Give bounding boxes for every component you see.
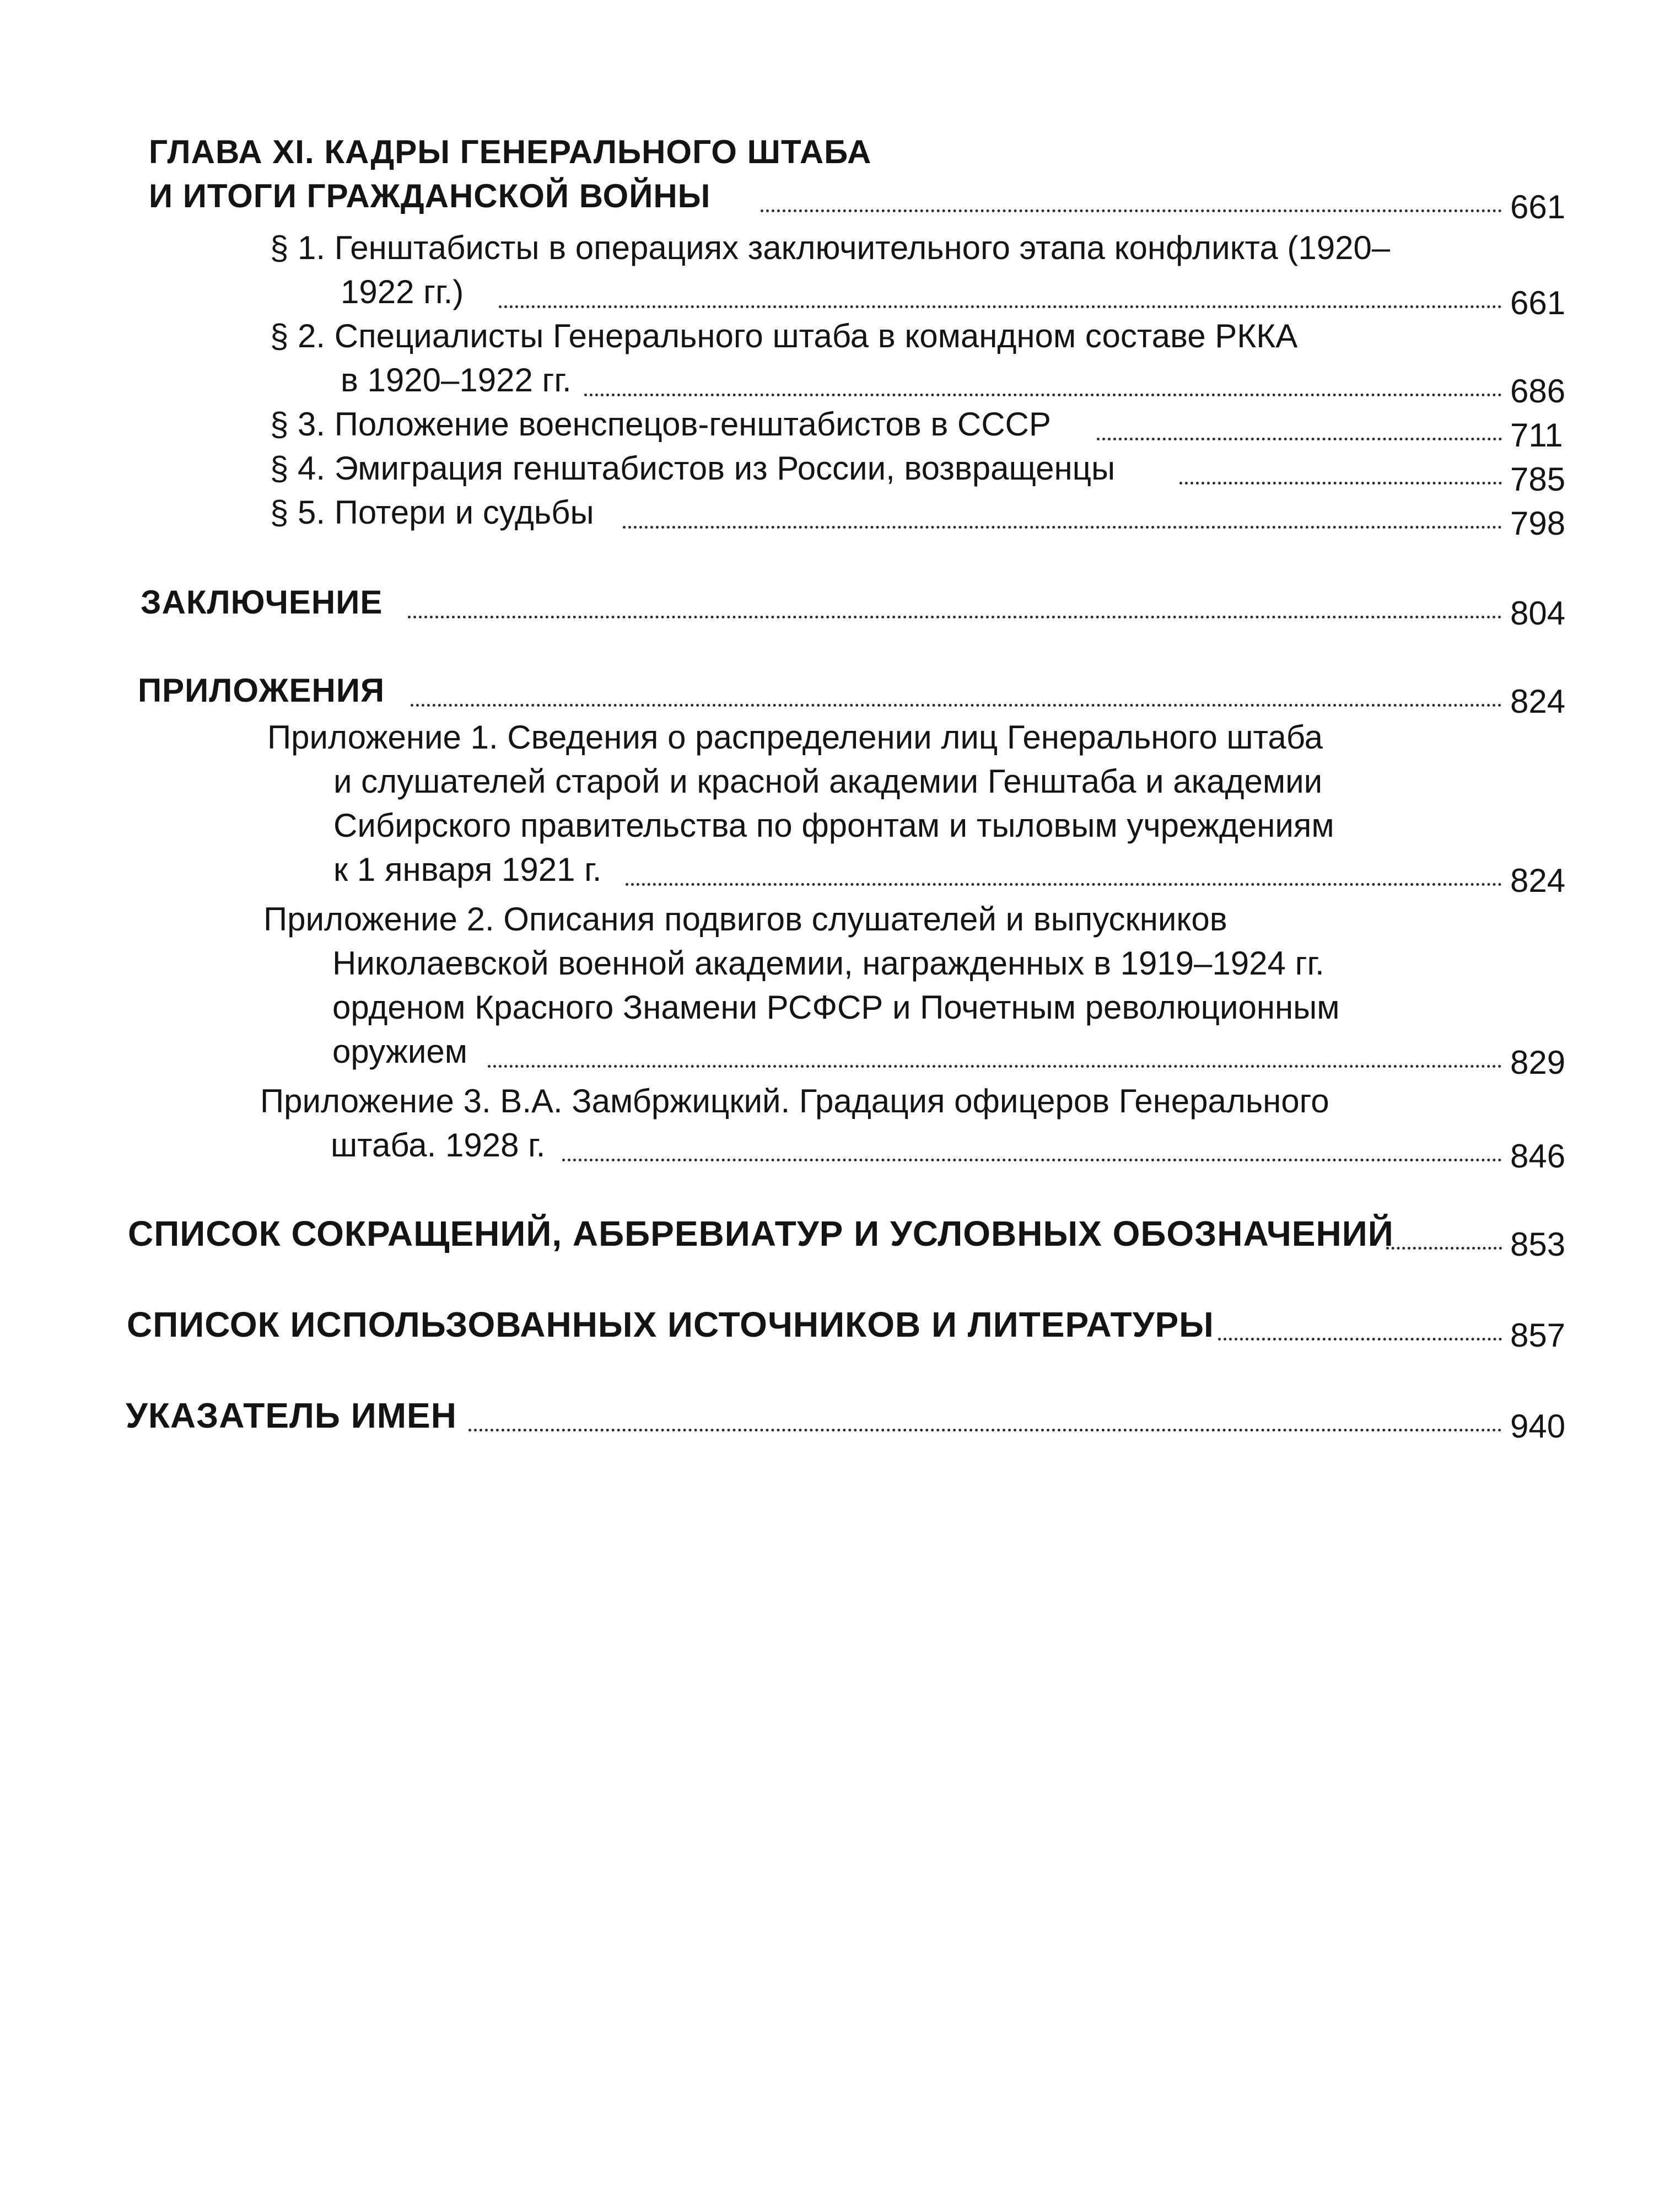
toc-entry-chapter[interactable] [0, 175, 1659, 225]
appendix-1-title-line3: Сибирского правительства по фронтам и тыловым учреждениям [333, 807, 1334, 844]
section-2-line1 [0, 315, 1659, 357]
dot-leader [584, 359, 1502, 396]
appendix-2-title-line4: оружием [332, 1033, 468, 1070]
abbreviations-title: СПИСОК СОКРАЩЕНИЙ, АББРЕВИАТУР И УСЛОВНЫХ ОБОЗНАЧЕНИЙ [128, 1214, 1394, 1253]
appendix-2-line2 [0, 943, 1659, 984]
page-number: 846 [1510, 1138, 1566, 1175]
dot-leader [626, 849, 1502, 886]
section-3-title: § 3. Положение военспецов-генштабистов в СССР [270, 406, 1051, 443]
page-number: 824 [1510, 683, 1566, 720]
appendix-2-title-line2: Николаевской военной академии, награжденных в 1919–1924 гг. [332, 945, 1324, 982]
dot-leader [408, 582, 1502, 618]
appendix-1-line1 [0, 717, 1659, 758]
section-2-title-line2: в 1920–1922 гг. [341, 362, 572, 399]
toc-entry-conclusion[interactable] [0, 582, 1659, 632]
toc-entry-appendix-1[interactable] [0, 849, 1659, 899]
toc-entry-section-1[interactable] [0, 271, 1659, 321]
toc-entry-section-4[interactable] [0, 448, 1659, 498]
toc-entry-appendix-2[interactable] [0, 1031, 1659, 1081]
dot-leader [1097, 403, 1502, 440]
appendix-1-title-line4: к 1 января 1921 г. [333, 851, 602, 888]
toc-entry-sources[interactable] [0, 1304, 1659, 1354]
page-number: 824 [1510, 862, 1566, 899]
page-number: 940 [1510, 1408, 1566, 1445]
conclusion-title: ЗАКЛЮЧЕНИЕ [141, 584, 383, 621]
toc-entry-section-3[interactable] [0, 403, 1659, 454]
appendix-1-title-line1: Приложение 1. Сведения о распределении лиц Генерального штаба [267, 719, 1323, 756]
appendix-1-line3 [0, 805, 1659, 847]
section-2-title-line1: § 2. Специалисты Генерального штаба в командном составе РККА [270, 317, 1298, 354]
toc-entry-abbreviations[interactable] [0, 1213, 1659, 1263]
page-number: 661 [1510, 189, 1566, 225]
toc-entry-name-index[interactable] [0, 1395, 1659, 1445]
toc-entry-section-2[interactable] [0, 359, 1659, 410]
toc-entry-appendices[interactable] [0, 670, 1659, 720]
dot-leader [488, 1031, 1502, 1068]
appendix-3-title-line2: штаба. 1928 г. [331, 1127, 546, 1164]
page-number: 798 [1510, 505, 1566, 542]
page-number: 661 [1510, 284, 1566, 321]
appendix-3-title-line1: Приложение 3. В.А. Замбржицкий. Градация офицеров Генерального [260, 1083, 1329, 1120]
dot-leader [1386, 1213, 1502, 1250]
page-number: 785 [1510, 461, 1566, 498]
dot-leader [1179, 448, 1502, 485]
page-number: 711 [1510, 417, 1563, 454]
page-number: 804 [1510, 595, 1566, 632]
appendix-2-line3 [0, 987, 1659, 1029]
section-1-title-line1: § 1. Генштабисты в операциях заключительного этапа конфликта (1920– [270, 229, 1391, 266]
dot-leader [761, 175, 1502, 212]
section-1-title-line2: 1922 гг.) [341, 273, 464, 310]
toc-entry-appendix-3[interactable] [0, 1124, 1659, 1175]
appendix-2-title-line1: Приложение 2. Описания подвигов слушателей и выпускников [263, 901, 1227, 938]
name-index-title: УКАЗАТЕЛЬ ИМЕН [126, 1396, 457, 1435]
appendix-3-line1 [0, 1080, 1659, 1122]
sources-title: СПИСОК ИСПОЛЬЗОВАННЫХ ИСТОЧНИКОВ И ЛИТЕРАТУРЫ [127, 1305, 1214, 1344]
dot-leader [411, 670, 1502, 707]
section-1-line1 [0, 227, 1659, 269]
page-number: 686 [1510, 373, 1566, 410]
appendix-2-title-line3: орденом Красного Знамени РСФСР и Почетным революционным [332, 989, 1340, 1026]
appendix-2-line1 [0, 898, 1659, 940]
dot-leader [468, 1395, 1502, 1431]
section-4-title: § 4. Эмиграция генштабистов из России, возвращенцы [270, 450, 1116, 487]
appendix-1-line2 [0, 761, 1659, 803]
page-number: 829 [1510, 1044, 1566, 1081]
dot-leader [562, 1124, 1502, 1161]
appendix-1-title-line2: и слушателей старой и красной академии Генштаба и академии [333, 763, 1323, 800]
section-5-title: § 5. Потери и судьбы [270, 494, 594, 531]
chapter-heading-line1 [0, 131, 1659, 173]
dot-leader [623, 492, 1502, 529]
chapter-title-line1: ГЛАВА XI. КАДРЫ ГЕНЕРАЛЬНОГО ШТАБА [149, 133, 872, 170]
dot-leader [499, 271, 1502, 308]
page-number: 853 [1510, 1226, 1566, 1263]
page-number: 857 [1510, 1317, 1566, 1354]
toc-entry-section-5[interactable] [0, 492, 1659, 542]
appendices-title: ПРИЛОЖЕНИЯ [138, 672, 385, 709]
chapter-title-line2: И ИТОГИ ГРАЖДАНСКОЙ ВОЙНЫ [149, 177, 711, 214]
dot-leader [1218, 1304, 1502, 1341]
